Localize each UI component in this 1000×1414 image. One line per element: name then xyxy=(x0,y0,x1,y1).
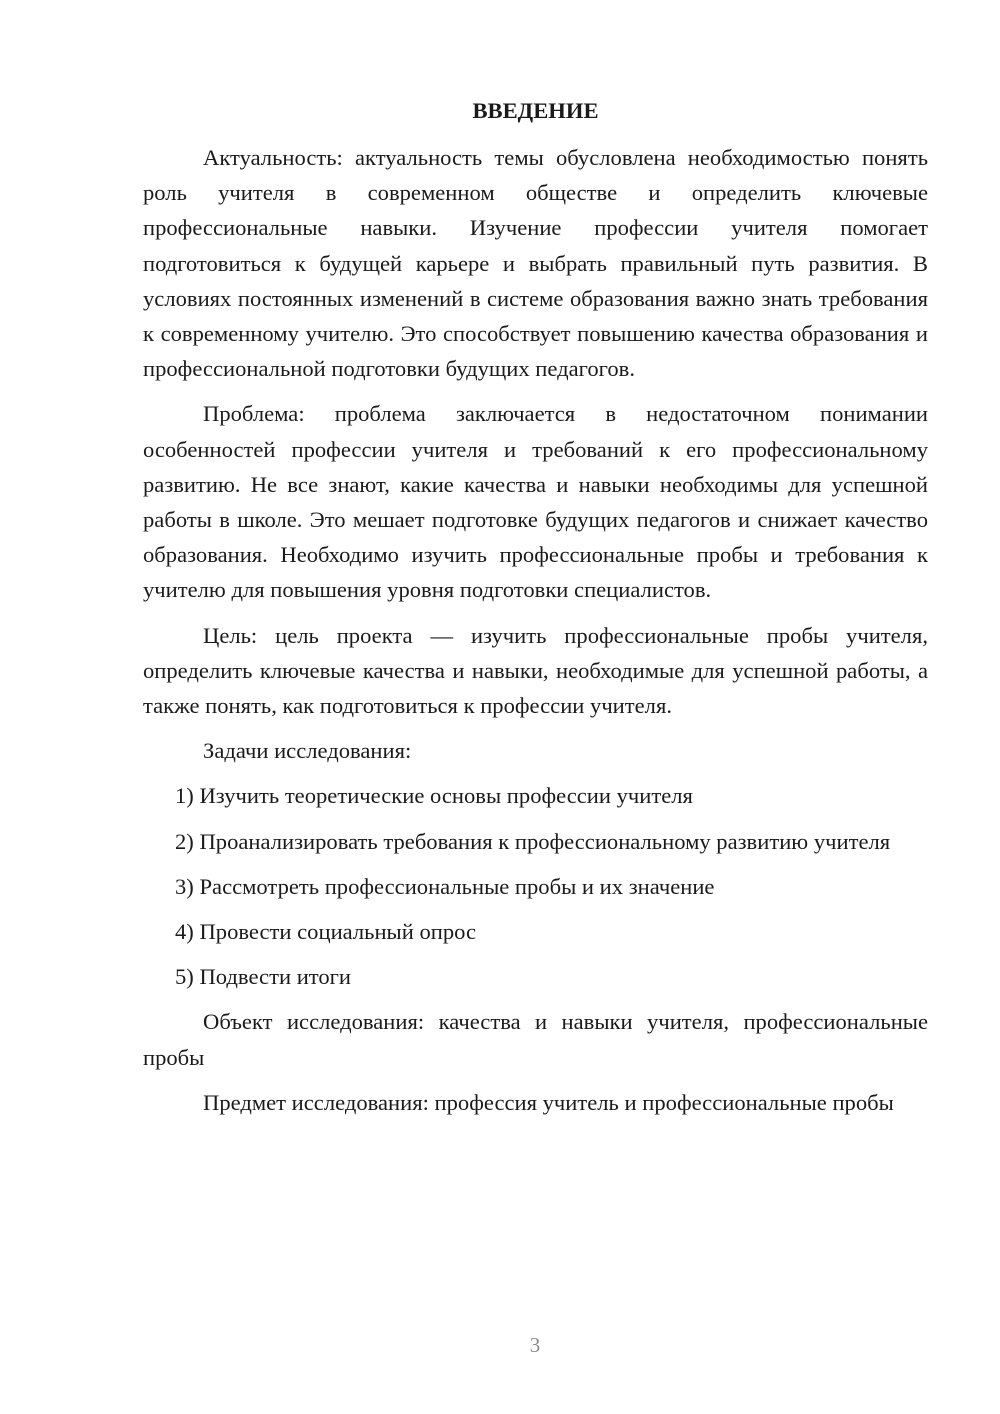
page-number: 3 xyxy=(529,1333,541,1357)
paragraph-goal: Цель: цель проекта — изучить профессиональные пробы учителя, определить ключевые качества и навыки, необходимые для успешной работы, а также понять, как подготовиться к профессии учителя. xyxy=(143,622,928,719)
page-title: ВВЕДЕНИЕ xyxy=(472,98,599,123)
task-item-2: 2) Проанализировать требования к профессиональному развитию учителя xyxy=(175,828,891,854)
paragraph-problem: Проблема: проблема заключается в недостаточном понимании особенностей профессии учителя и требований к его профессиональному развитию. Не все знают, какие качества и навыки необходимы для успешной работы в школе. Это мешает подготовке будущих педагогов и снижает качество образования. Необходимо изучить профессиональные пробы и требования к учителю для повышения уровня подготовки специалистов. xyxy=(143,401,928,603)
task-item-3: 3) Рассмотреть профессиональные пробы и их значение xyxy=(175,873,715,899)
page-content xyxy=(143,96,928,1130)
paragraph-subject: Предмет исследования: профессия учитель и профессиональные пробы xyxy=(203,1089,894,1115)
task-item-1: 1) Изучить теоретические основы профессии учителя xyxy=(175,783,693,809)
task-item-4: 4) Провести социальный опрос xyxy=(175,919,477,945)
paragraph-relevance: Актуальность: актуальность темы обусловлена необходимостью понять роль учителя в современном обществе и определить ключевые профессиональные навыки. Изучение профессии учителя помогает подготовиться к будущей карьере и выбрать правильный путь развития. В условиях постоянных изменений в системе образования важно знать требования к современному учителю. Это способствует повышению качества образования и профессиональной подготовки будущих педагогов. xyxy=(143,145,928,382)
tasks-heading: Задачи исследования: xyxy=(203,738,412,764)
task-item-5: 5) Подвести итоги xyxy=(175,964,352,990)
paragraph-object: Объект исследования: качества и навыки учителя, профессиональные пробы xyxy=(143,1009,928,1070)
